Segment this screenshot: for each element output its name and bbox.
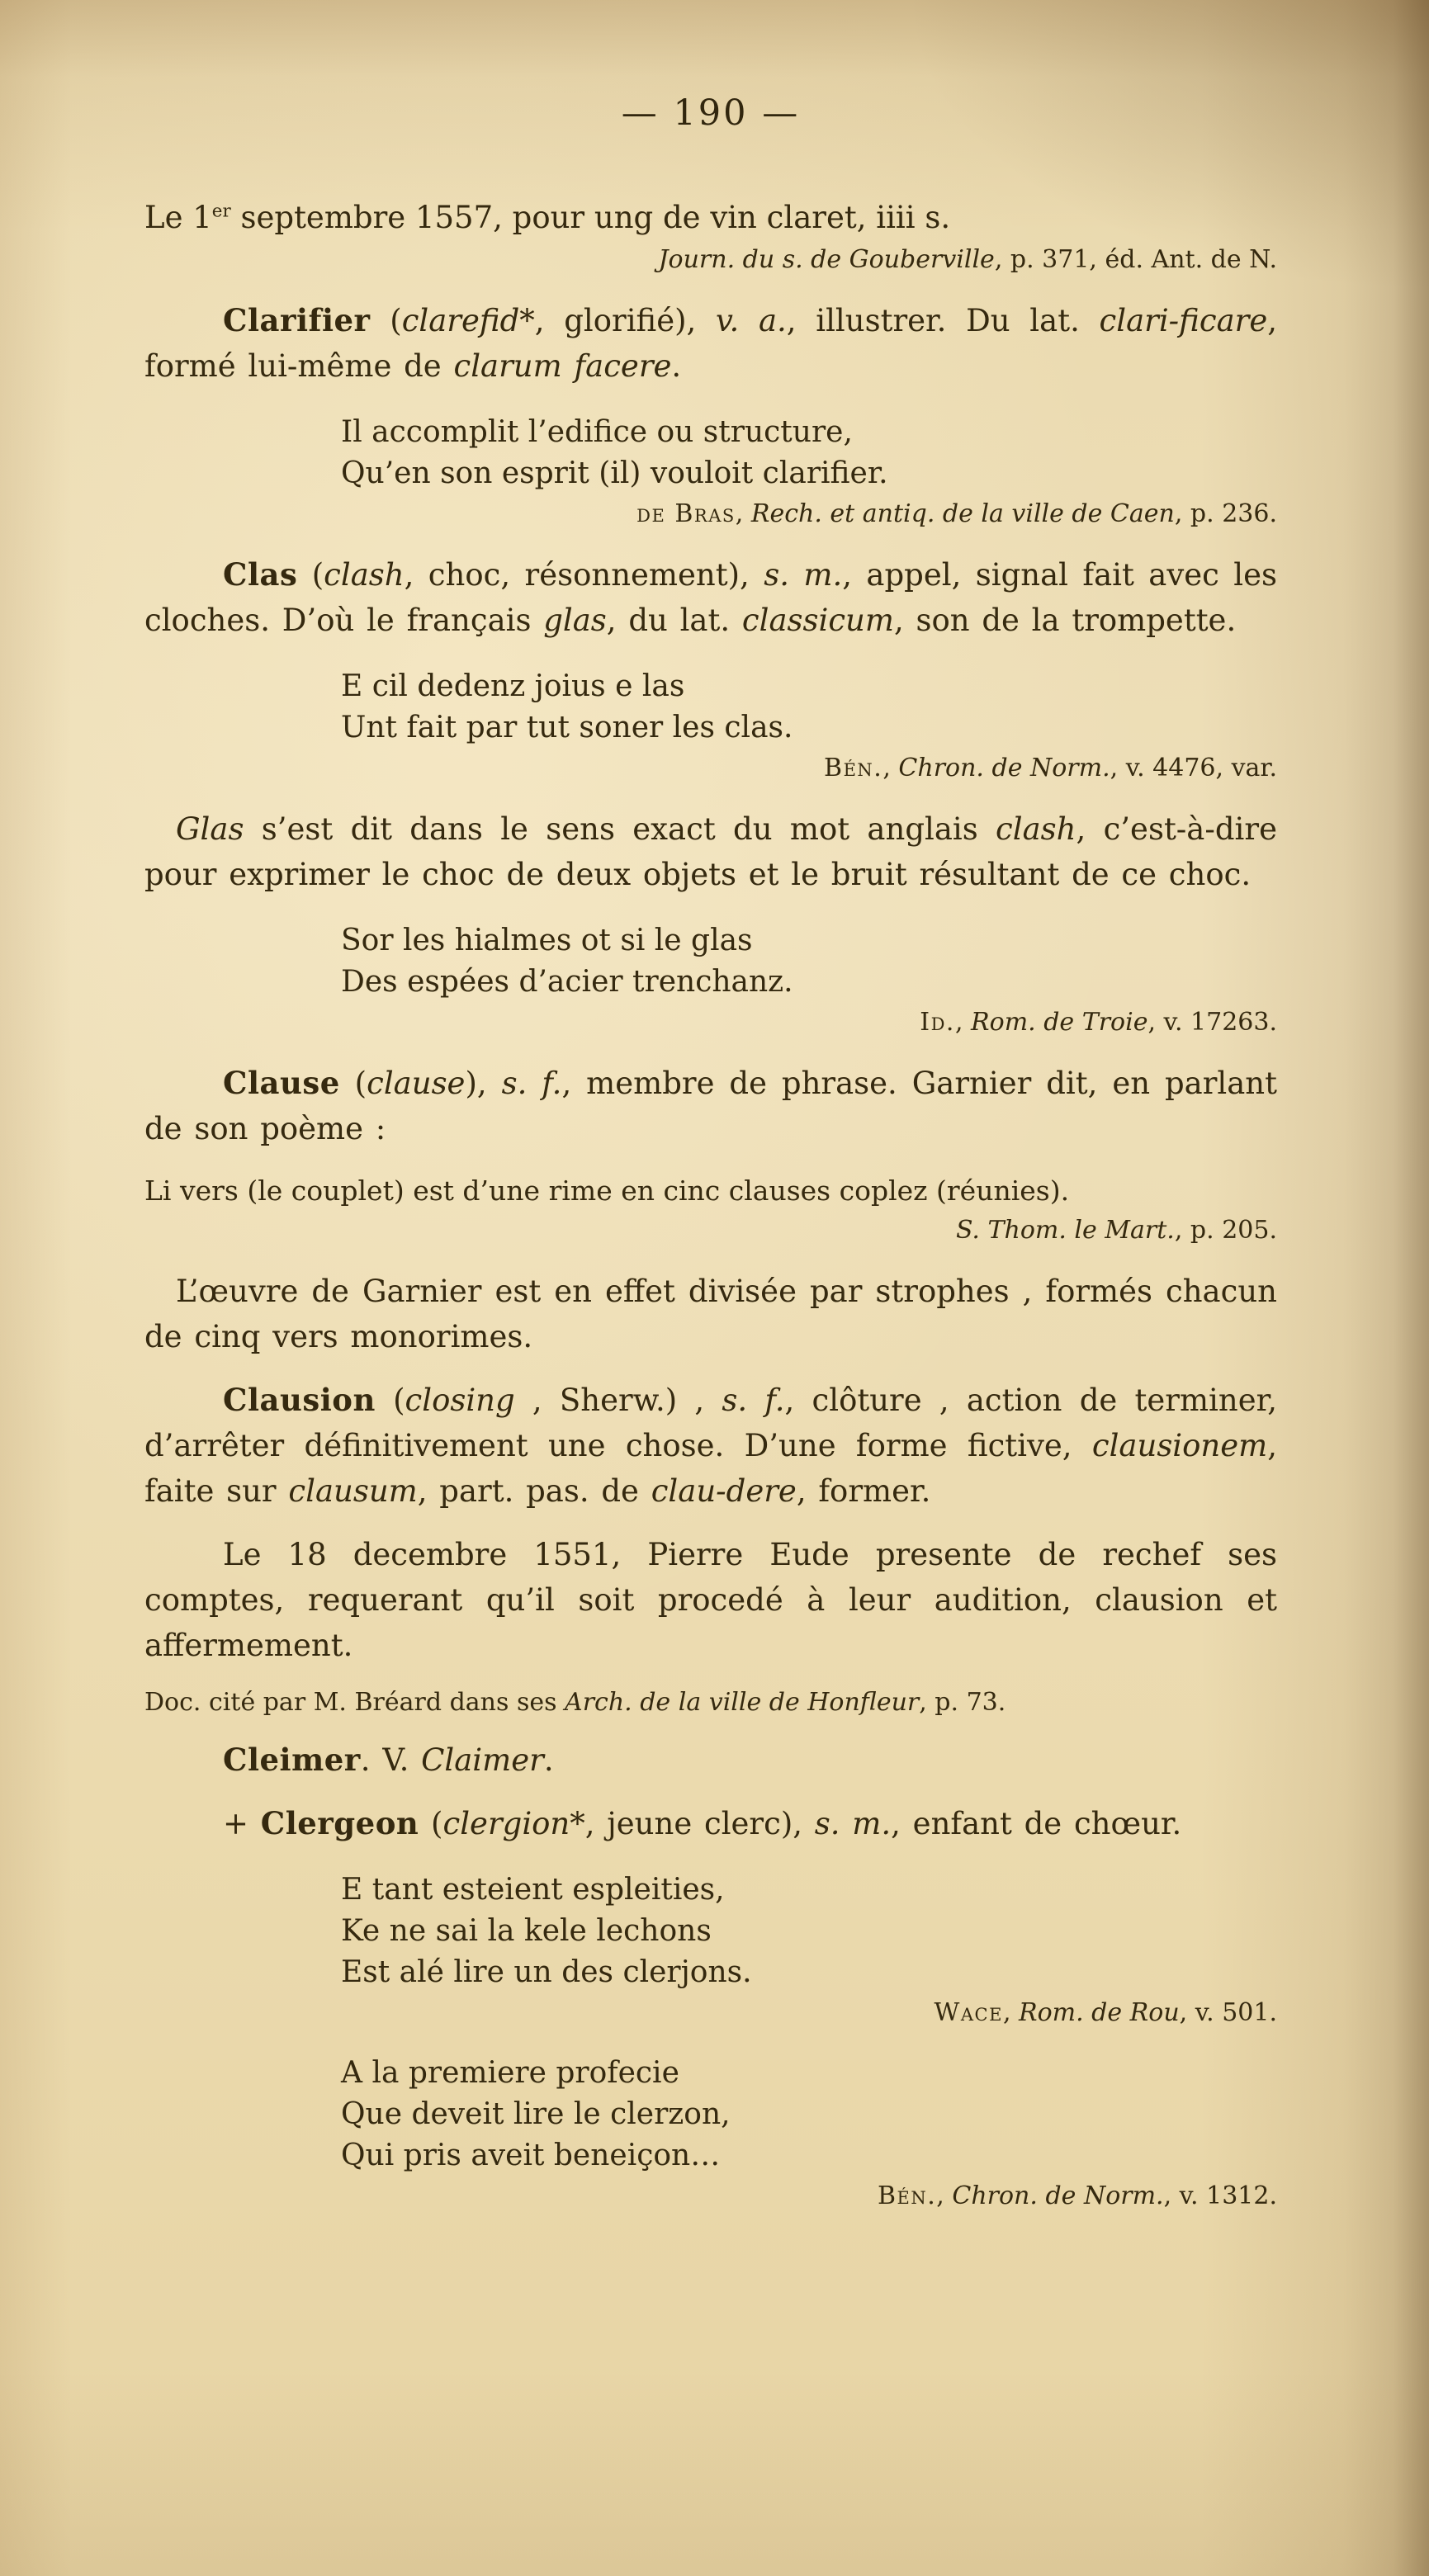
text-run: , v. 1312. [1163, 2181, 1277, 2210]
text-run: s’est dit dans le sens exact du mot anglais [244, 811, 996, 847]
text-run: , enfant de chœur. [891, 1806, 1182, 1841]
verse-line [341, 412, 1277, 453]
verse-clergeon-1 [144, 1869, 1277, 1993]
text-run: , jeune clerc), [584, 1806, 815, 1841]
text-run: classicum [741, 603, 894, 638]
text-run: , p. 205. [1174, 1216, 1277, 1245]
text-run: , [735, 499, 751, 528]
text-run: Wace [934, 1998, 1003, 2027]
text-run: , [1002, 1998, 1020, 2027]
text-run: E tant esteient espleities, [341, 1873, 725, 1907]
text-run: , p. 236. [1174, 499, 1277, 528]
entry-clergeon [144, 1801, 1277, 1846]
verse-clas [144, 666, 1277, 749]
text-run: Unt fait par tut soner les clas. [341, 711, 793, 744]
text-run: v. a. [716, 303, 787, 338]
text-run: clausum [288, 1473, 418, 1509]
verse-line [341, 962, 1277, 1003]
text-run: Le 18 decembre 1551, Pierre Eude presente de rechef ses comptes, requerant qu’il soit procedé à leur audition, clausion et affermement. [144, 1537, 1277, 1663]
text-run: L’œuvre de Garnier est en effet divisée par strophes , formés chacun de cinq vers monorimes. [144, 1274, 1277, 1354]
text-run: , [954, 1008, 972, 1037]
text-run: , v. 17263. [1147, 1008, 1277, 1037]
verse-line [341, 453, 1277, 494]
text-run: , choc, résonnement), [404, 557, 764, 593]
text-run: clarefid* [401, 303, 535, 338]
text-run: . [671, 348, 682, 384]
text-run: A la premiere profecie [341, 2056, 679, 2090]
text-run: s. m. [814, 1806, 892, 1841]
text-run: Journ. du s. de Gouberville [658, 245, 995, 274]
text-run: Chron. de Norm. [898, 754, 1110, 782]
text-run: Bén. [878, 2181, 937, 2210]
text-run: ( [339, 1066, 367, 1101]
citation-ben-4476 [144, 752, 1277, 785]
citation-breard [144, 1686, 1277, 1719]
entry-cleimer [144, 1737, 1277, 1783]
text-run: s. f. [501, 1066, 562, 1101]
text-block [144, 92, 1277, 2234]
text-run: E cil dedenz joius e las [341, 669, 685, 703]
text-run: , [936, 2181, 953, 2210]
text-run: Doc. cité par M. Bréard dans ses [144, 1688, 565, 1717]
text-run: Est alé lire un des clerjons. [341, 1955, 752, 1989]
text-run: septembre 1557, pour ung de vin claret, iiii s. [230, 200, 951, 235]
entry-clas [144, 552, 1277, 643]
text-run: Clergeon [260, 1805, 419, 1841]
text-run: clarum facere [453, 348, 672, 384]
text-run: s. f. [722, 1383, 785, 1418]
text-run: , v. 4476, var. [1110, 754, 1277, 782]
para-garnier [144, 1269, 1277, 1359]
verse-line [341, 2053, 1277, 2094]
quote-line-claret [144, 195, 1277, 240]
text-run: . [543, 1742, 554, 1778]
text-run: , p. 73. [919, 1688, 1006, 1717]
text-run: , glorifié), [534, 303, 716, 338]
text-run: , appel, signal fait avec les cloches. D’où le français [144, 557, 1277, 638]
text-run: , clôture , action de terminer, d’arrêter définitivement une chose. D’une forme fictive, [144, 1383, 1277, 1463]
text-run: ( [370, 303, 402, 338]
citation-ben-1312 [144, 2180, 1277, 2213]
verse-line [341, 920, 1277, 962]
text-run: Des espées d’acier trenchanz. [341, 965, 793, 999]
text-run: Clarifier [223, 302, 371, 338]
text-run: clash [996, 811, 1076, 847]
text-run: , illustrer. Du lat. [786, 303, 1100, 338]
text-run: , c’est-à-dire pour exprimer le choc de deux objets et le bruit résultant de ce choc. [144, 811, 1277, 892]
text-run: , part. pas. de [417, 1473, 651, 1509]
text-run: clergion* [442, 1806, 585, 1841]
text-run: , du lat. [606, 603, 742, 638]
text-run: Qui pris aveit beneiçon… [341, 2139, 721, 2172]
citation-wace [144, 1997, 1277, 2030]
text-run: Arch. de la ville de Honfleur [565, 1688, 920, 1717]
text-run: , v. 501. [1179, 1998, 1277, 2027]
text-run: Bén. [824, 754, 883, 782]
verse-line [341, 2135, 1277, 2177]
text-run: clash [324, 557, 405, 593]
text-run: Qu’en son esprit (il) vouloit clarifier. [341, 456, 888, 490]
citation-s-thom [144, 1214, 1277, 1247]
verse-line [341, 666, 1277, 707]
text-run: , formé lui-même de [144, 303, 1277, 384]
text-run: , Sherw.) , [514, 1383, 722, 1418]
verse-glas [144, 920, 1277, 1003]
text-run: clausionem [1091, 1428, 1268, 1463]
text-run: clau-dere [651, 1473, 797, 1509]
text-run: Li vers (le couplet) est d’une rime en cinc clauses coplez (réunies). [144, 1175, 1070, 1207]
entry-clarifier [144, 298, 1277, 389]
text-run: ), [465, 1066, 502, 1101]
text-run: clause [367, 1066, 466, 1101]
text-run: Id. [920, 1008, 955, 1037]
text-run: Chron. de Norm. [952, 2181, 1164, 2210]
text-run: ( [375, 1383, 405, 1418]
text-run: Rech. et antiq. de la ville de Caen [750, 499, 1175, 528]
text-run: , son de la trompette. [893, 603, 1237, 638]
verse-line [341, 1911, 1277, 1952]
text-run: clari-ficare [1099, 303, 1268, 338]
text-run: , former. [796, 1473, 931, 1509]
text-run: , [882, 754, 899, 782]
text-run: Claimer [421, 1742, 544, 1778]
verse-line [341, 707, 1277, 749]
text-run: closing [405, 1383, 515, 1418]
text-run: Ke ne sai la kele lechons [341, 1914, 712, 1948]
citation-gouberville [144, 243, 1277, 277]
citation-de-bras [144, 498, 1277, 531]
text-run: Rom. de Troie [971, 1008, 1148, 1037]
text-run: . V. [360, 1742, 422, 1778]
para-pierre-eude [144, 1532, 1277, 1668]
text-run: Clause [223, 1065, 340, 1101]
text-run: Cleimer [223, 1742, 361, 1778]
text-run: , membre de phrase. Garnier dit, en parlant de son poème : [144, 1066, 1277, 1146]
text-run: ( [419, 1806, 443, 1841]
text-run: Le 1 [144, 200, 212, 235]
text-run: Clausion [223, 1382, 376, 1418]
text-run: glas [543, 603, 607, 638]
quote-li-vers [144, 1171, 1277, 1211]
verse-line [341, 1869, 1277, 1911]
text-run: ( [297, 557, 324, 593]
text-run: , faite sur [144, 1428, 1277, 1509]
text-run: Que deveit lire le clerzon, [341, 2097, 731, 2131]
text-run: Glas [176, 811, 244, 847]
text-run: Rom. de Rou [1019, 1998, 1180, 2027]
text-run: Il accomplit l’edifice ou structure, [341, 415, 853, 449]
text-run: Sor les hialmes ot si le glas [341, 924, 753, 957]
text-run: s. m. [764, 557, 843, 593]
entry-clause [144, 1061, 1277, 1151]
para-glas [144, 806, 1277, 897]
text-run: , p. 371, éd. Ant. de N. [994, 245, 1277, 274]
text-run: er [211, 201, 231, 222]
citation-rom-de-troie [144, 1006, 1277, 1039]
verse-clarifier [144, 412, 1277, 494]
text-run: + [223, 1806, 261, 1841]
text-run: S. Thom. le Mart. [955, 1216, 1175, 1245]
verse-line [341, 2094, 1277, 2135]
page-number-header: — 190 — [621, 92, 801, 134]
verse-clergeon-2 [144, 2053, 1277, 2177]
text-run: Clas [223, 556, 298, 593]
verse-line [341, 1952, 1277, 1993]
entry-clausion [144, 1378, 1277, 1514]
text-run: de Bras [636, 499, 736, 528]
